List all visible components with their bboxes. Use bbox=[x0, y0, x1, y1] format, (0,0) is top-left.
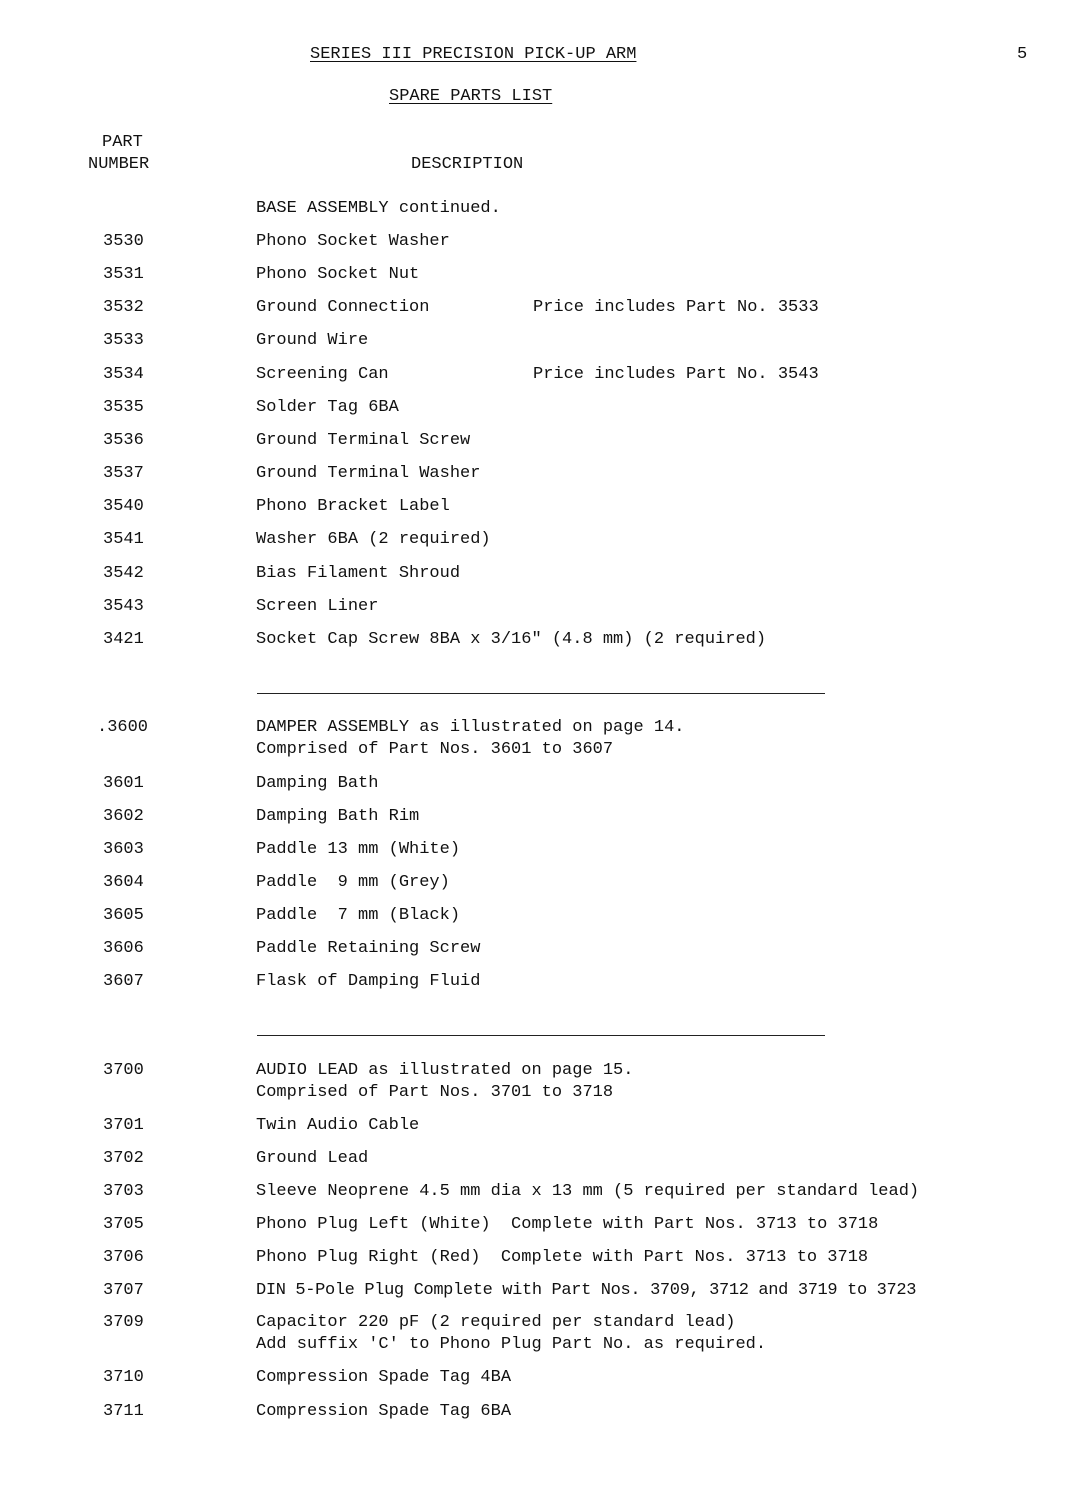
part-description: Socket Cap Screw 8BA x 3/16" (4.8 mm) (2 required) bbox=[256, 630, 767, 649]
part-number: 3602 bbox=[103, 807, 144, 826]
part-number: 3701 bbox=[103, 1116, 144, 1135]
part-number: 3531 bbox=[103, 265, 144, 284]
section-label-base: BASE ASSEMBLY continued. bbox=[256, 199, 501, 218]
column-header-number: NUMBER bbox=[88, 155, 150, 174]
part-description: Capacitor 220 pF (2 required per standard lead) bbox=[256, 1313, 736, 1332]
part-description: Phono Socket Nut bbox=[256, 265, 420, 284]
part-number: 3542 bbox=[103, 564, 144, 583]
part-number: 3536 bbox=[103, 431, 144, 450]
part-number: 3541 bbox=[103, 530, 144, 549]
part-description: Screening Can bbox=[256, 365, 389, 384]
part-number: 3533 bbox=[103, 331, 144, 350]
part-description: Paddle 9 mm (Grey) bbox=[256, 873, 450, 892]
part-number: 3532 bbox=[103, 298, 144, 317]
part-number: .3600 bbox=[97, 718, 149, 737]
part-description: Paddle 7 mm (Black) bbox=[256, 906, 461, 925]
part-number: 3700 bbox=[103, 1061, 144, 1080]
part-number: 3535 bbox=[103, 398, 144, 417]
part-description: Compression Spade Tag 6BA bbox=[256, 1402, 512, 1421]
part-number: 3706 bbox=[103, 1248, 144, 1267]
section-description bbox=[256, 1061, 633, 1102]
part-description: Twin Audio Cable bbox=[256, 1116, 420, 1135]
section-divider bbox=[257, 693, 825, 694]
part-note: Price includes Part No. 3533 bbox=[533, 298, 819, 317]
part-description: Damping Bath bbox=[256, 774, 379, 793]
part-description: Bias Filament Shroud bbox=[256, 564, 461, 583]
part-number: 3601 bbox=[103, 774, 144, 793]
part-number: 3710 bbox=[103, 1368, 144, 1387]
section-description bbox=[256, 718, 684, 759]
part-description: Compression Spade Tag 4BA bbox=[256, 1368, 512, 1387]
section-title: DAMPER ASSEMBLY as illustrated on page 14. bbox=[256, 718, 685, 737]
part-number: 3705 bbox=[103, 1215, 144, 1234]
part-number: 3421 bbox=[103, 630, 144, 649]
part-description: Ground Lead bbox=[256, 1149, 369, 1168]
part-description: Phono Socket Washer bbox=[256, 232, 450, 251]
section-divider bbox=[257, 1035, 825, 1036]
part-description: Sleeve Neoprene 4.5 mm dia x 13 mm (5 required per standard lead) bbox=[256, 1182, 920, 1201]
part-description: Paddle Retaining Screw bbox=[256, 939, 481, 958]
page-number: 5 bbox=[1017, 45, 1028, 64]
part-description: Flask of Damping Fluid bbox=[256, 972, 481, 991]
part-description: Washer 6BA (2 required) bbox=[256, 530, 491, 549]
column-header-part: PART bbox=[102, 133, 143, 152]
part-number: 3540 bbox=[103, 497, 144, 516]
part-number: 3543 bbox=[103, 597, 144, 616]
part-number: 3534 bbox=[103, 365, 144, 384]
page-title: SERIES III PRECISION PICK-UP ARM bbox=[310, 45, 637, 64]
part-description: Paddle 13 mm (White) bbox=[256, 840, 461, 859]
part-number: 3709 bbox=[103, 1313, 144, 1332]
part-number: 3605 bbox=[103, 906, 144, 925]
page-subtitle: SPARE PARTS LIST bbox=[389, 87, 553, 106]
part-description: Phono Plug Left (White) Complete with Part Nos. 3713 to 3718 bbox=[256, 1215, 879, 1234]
part-description: Ground Terminal Screw bbox=[256, 431, 471, 450]
part-number: 3603 bbox=[103, 840, 144, 859]
section-subtitle: Comprised of Part Nos. 3701 to 3718 bbox=[256, 1083, 614, 1102]
part-number: 3604 bbox=[103, 873, 144, 892]
part-description: Damping Bath Rim bbox=[256, 807, 420, 826]
part-number: 3607 bbox=[103, 972, 144, 991]
part-note: Price includes Part No. 3543 bbox=[533, 365, 819, 384]
part-number: 3707 bbox=[103, 1281, 144, 1300]
part-description: Phono Bracket Label bbox=[256, 497, 450, 516]
part-description: DIN 5-Pole Plug Complete with Part Nos. 3709, 3712 and 3719 to 3723 bbox=[256, 1281, 917, 1300]
column-header-description: DESCRIPTION bbox=[411, 155, 524, 174]
part-description: Screen Liner bbox=[256, 597, 379, 616]
part-description-block bbox=[256, 1313, 766, 1354]
part-number: 3702 bbox=[103, 1149, 144, 1168]
part-description: Ground Connection bbox=[256, 298, 430, 317]
part-description-note: Add suffix 'C' to Phono Plug Part No. as required. bbox=[256, 1335, 767, 1354]
part-description: Ground Terminal Washer bbox=[256, 464, 481, 483]
part-number: 3711 bbox=[103, 1402, 144, 1421]
part-description: Ground Wire bbox=[256, 331, 369, 350]
part-number: 3537 bbox=[103, 464, 144, 483]
part-number: 3703 bbox=[103, 1182, 144, 1201]
part-number: 3530 bbox=[103, 232, 144, 251]
section-title: AUDIO LEAD as illustrated on page 15. bbox=[256, 1061, 634, 1080]
part-description: Solder Tag 6BA bbox=[256, 398, 399, 417]
section-subtitle: Comprised of Part Nos. 3601 to 3607 bbox=[256, 740, 614, 759]
part-description: Phono Plug Right (Red) Complete with Part Nos. 3713 to 3718 bbox=[256, 1248, 869, 1267]
part-number: 3606 bbox=[103, 939, 144, 958]
